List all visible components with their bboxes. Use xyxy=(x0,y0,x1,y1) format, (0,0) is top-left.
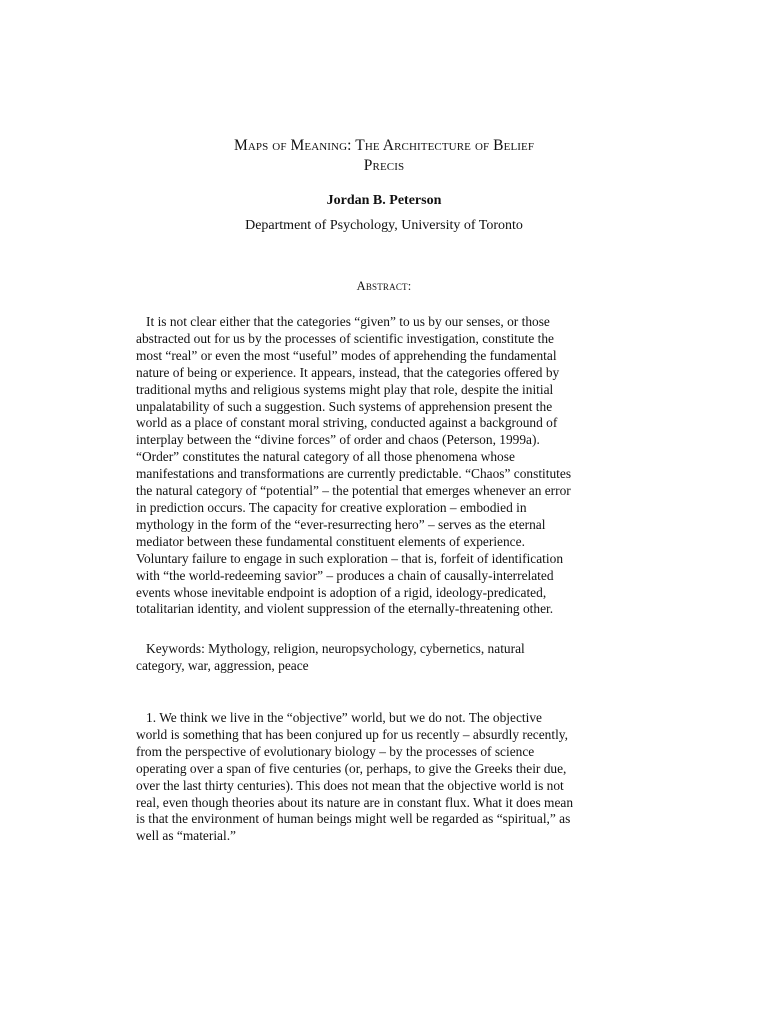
text-line: abstracted out for us by the processes of scientific investigation, constitute the xyxy=(136,330,554,346)
text-line: real, even though theories about its nature are in constant flux. What it does mean xyxy=(136,794,574,810)
text-line: over the last thirty centuries). This does not mean that the objective world is not xyxy=(136,777,564,793)
text-line: “Order” constitutes the natural category of all those phenomena whose xyxy=(136,449,515,465)
text-line: world is something that has been conjured up for us recently – absurdly recently, xyxy=(136,726,568,742)
text-line: Voluntary failure to engage in such exploration – that is, forfeit of identification xyxy=(136,550,564,566)
text-line: mediator between these fundamental constituent elements of experience. xyxy=(136,533,525,549)
text-line: the natural category of “potential” – the potential that emerges whenever an error xyxy=(136,483,571,499)
text-line: with “the world-redeeming savior” – produces a chain of causally-interrelated xyxy=(136,567,554,583)
text-line: is that the environment of human beings might well be regarded as “spiritual,” as xyxy=(136,811,571,827)
abstract-heading: Abstract: xyxy=(356,279,412,293)
text-line: nature of being or experience. It appears, instead, that the categories offered by xyxy=(136,364,560,380)
document-title: Maps of Meaning: The Architecture of Belief xyxy=(233,137,535,154)
section-1-paragraph xyxy=(136,710,636,845)
text-line: interplay between the “divine forces” of order and chaos (Peterson, 1999a). xyxy=(136,432,540,448)
text-line: category, war, aggression, peace xyxy=(136,657,309,673)
author-affiliation: Department of Psychology, University of Toronto xyxy=(245,218,523,233)
author-name: Jordan B. Peterson xyxy=(326,193,442,208)
text-line: events whose inevitable endpoint is adoption of a rigid, ideology-predicated, xyxy=(136,584,547,600)
text-line: traditional myths and religious systems might play that role, despite the initial xyxy=(136,381,554,397)
text-line: in prediction occurs. The capacity for creative exploration – embodied in xyxy=(136,499,527,515)
text-line: well as “material.” xyxy=(136,828,237,844)
text-line: mythology in the form of the “ever-resurrecting hero” – serves as the eternal xyxy=(136,516,546,532)
text-line: unpalatability of such a suggestion. Such systems of apprehension present the xyxy=(136,398,553,414)
text-line: world as a place of constant moral striving, conducted against a background of xyxy=(136,415,558,431)
document-subtitle: Precis xyxy=(363,157,405,174)
text-line: operating over a span of five centuries (or, perhaps, to give the Greeks their due, xyxy=(136,760,567,776)
text-line: Keywords: Mythology, religion, neuropsychology, cybernetics, natural xyxy=(136,641,525,656)
text-line: from the perspective of evolutionary biology – by the processes of science xyxy=(136,743,535,759)
text-line: most “real” or even the most “useful” modes of apprehending the fundamental xyxy=(136,347,557,363)
keywords-paragraph xyxy=(136,641,636,675)
text-line: totalitarian identity, and violent suppression of the eternally-threatening other. xyxy=(136,601,554,617)
abstract-paragraph xyxy=(136,314,636,618)
text-line: It is not clear either that the categories “given” to us by our senses, or those xyxy=(136,314,550,329)
text-line: manifestations and transformations are currently predictable. “Chaos” constitutes xyxy=(136,466,572,482)
text-line: 1. We think we live in the “objective” world, but we do not. The objective xyxy=(136,710,542,725)
